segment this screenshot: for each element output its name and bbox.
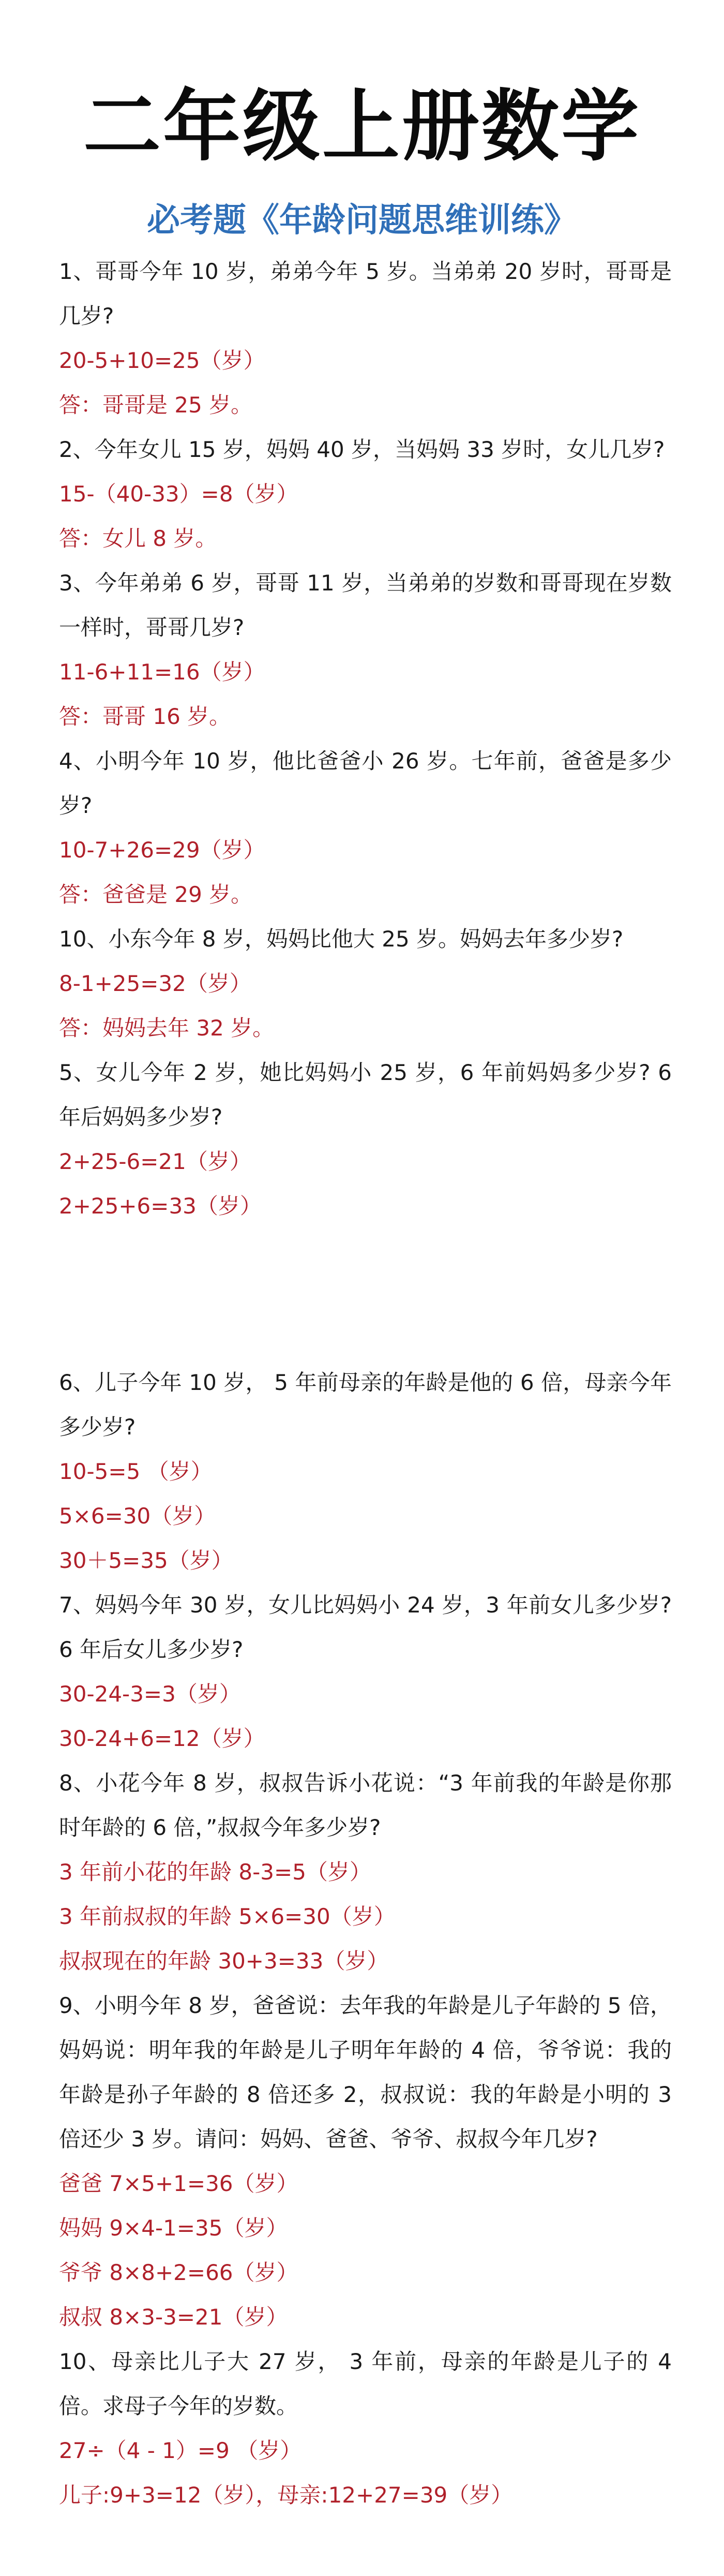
question-text: 2、今年女儿 15 岁，妈妈 40 岁，当妈妈 33 岁时，女儿几岁?	[59, 437, 665, 462]
question-text: 10、小东今年 8 岁，妈妈比他大 25 岁。妈妈去年多少岁?	[59, 926, 624, 952]
answer-line: 答：妈妈去年 32 岁。	[59, 1015, 275, 1041]
answer-line: 答：哥哥是 25 岁。	[59, 392, 253, 418]
answer-line: 答：哥哥 16 岁。	[59, 704, 231, 729]
answer-line: 答：爸爸是 29 岁。	[59, 882, 253, 907]
answer-line: 答：女儿 8 岁。	[59, 526, 217, 551]
answer-line: 8-1+25=32（岁）	[59, 971, 251, 996]
question-text: 5、女儿今年 2 岁，她比妈妈小 25 岁，6 年前妈妈多少岁? 6 年后妈妈多少岁?	[59, 1060, 672, 1130]
answer-line: 3 年前小花的年龄 8-3=5（岁）	[59, 1859, 371, 1885]
answer-line: 2+25+6=33（岁）	[59, 1193, 262, 1219]
answer-line: 5×6=30（岁）	[59, 1503, 216, 1529]
question-text: 3、今年弟弟 6 岁，哥哥 11 岁，当弟弟的岁数和哥哥现在岁数一样时，哥哥几岁?	[59, 570, 672, 640]
question-text: 7、妈妈今年 30 岁，女儿比妈妈小 24 岁，3 年前女儿多少岁? 6 年后女儿多少岁?	[59, 1592, 672, 1662]
answer-line: 20-5+10=25（岁）	[59, 348, 265, 373]
problem-list	[59, 249, 672, 2518]
answer-line: 27÷（4 - 1）=9 （岁）	[59, 2438, 302, 2463]
answer-line: 30-24+6=12（岁）	[59, 1726, 265, 1751]
question-text: 1、哥哥今年 10 岁，弟弟今年 5 岁。当弟弟 20 岁时，哥哥是几岁?	[59, 259, 672, 329]
answer-line: 妈妈 9×4-1=35（岁）	[59, 2215, 288, 2241]
answer-line: 叔叔 8×3-3=21（岁）	[59, 2304, 288, 2330]
answer-line: 15-（40-33）=8（岁）	[59, 481, 298, 507]
question-text: 10、母亲比儿子大 27 岁， 3 年前，母亲的年龄是儿子的 4 倍。求母子今年的岁数。	[59, 2349, 672, 2419]
answer-line: 11-6+11=16（岁）	[59, 659, 265, 685]
question-text: 6、儿子今年 10 岁， 5 年前母亲的年龄是他的 6 倍，母亲今年多少岁?	[59, 1370, 672, 1440]
answer-line: 3 年前叔叔的年龄 5×6=30（岁）	[59, 1904, 396, 1929]
question-text: 4、小明今年 10 岁，他比爸爸小 26 岁。七年前，爸爸是多少岁?	[59, 748, 672, 818]
answer-line: 爸爸 7×5+1=36（岁）	[59, 2171, 298, 2196]
question-text: 8、小花今年 8 岁，叔叔告诉小花说：“3 年前我的年龄是你那时年龄的 6 倍，”叔叔今年多少岁?	[59, 1770, 672, 1840]
section-spacer	[59, 1228, 672, 1360]
answer-line: 儿子:9+3=12（岁），母亲:12+27=39（岁）	[59, 2482, 513, 2508]
answer-line: 30-24-3=3（岁）	[59, 1681, 241, 1707]
question-text: 9、小明今年 8 岁，爸爸说：去年我的年龄是儿子年龄的 5 倍，妈妈说：明年我的年龄是儿子明年年龄的 4 倍，爷爷说：我的年龄是孙子年龄的 8 倍还多 2，叔叔说：我的年龄是小明的 3 倍还少 3 岁。请问：妈妈、爸爸、爷爷、叔叔今年几岁?	[59, 1993, 672, 2152]
answer-line: 30＋5=35（岁）	[59, 1548, 233, 1573]
page-title: 二年级上册数学	[83, 82, 641, 172]
answer-line: 爷爷 8×8+2=66（岁）	[59, 2260, 298, 2285]
answer-line: 10-7+26=29（岁）	[59, 837, 265, 863]
answer-line: 10-5=5 （岁）	[59, 1459, 213, 1484]
page-subtitle: 必考题《年龄问题思维训练》	[147, 201, 577, 240]
answer-line: 叔叔现在的年龄 30+3=33（岁）	[59, 1948, 389, 1974]
answer-line: 2+25-6=21（岁）	[59, 1149, 251, 1174]
